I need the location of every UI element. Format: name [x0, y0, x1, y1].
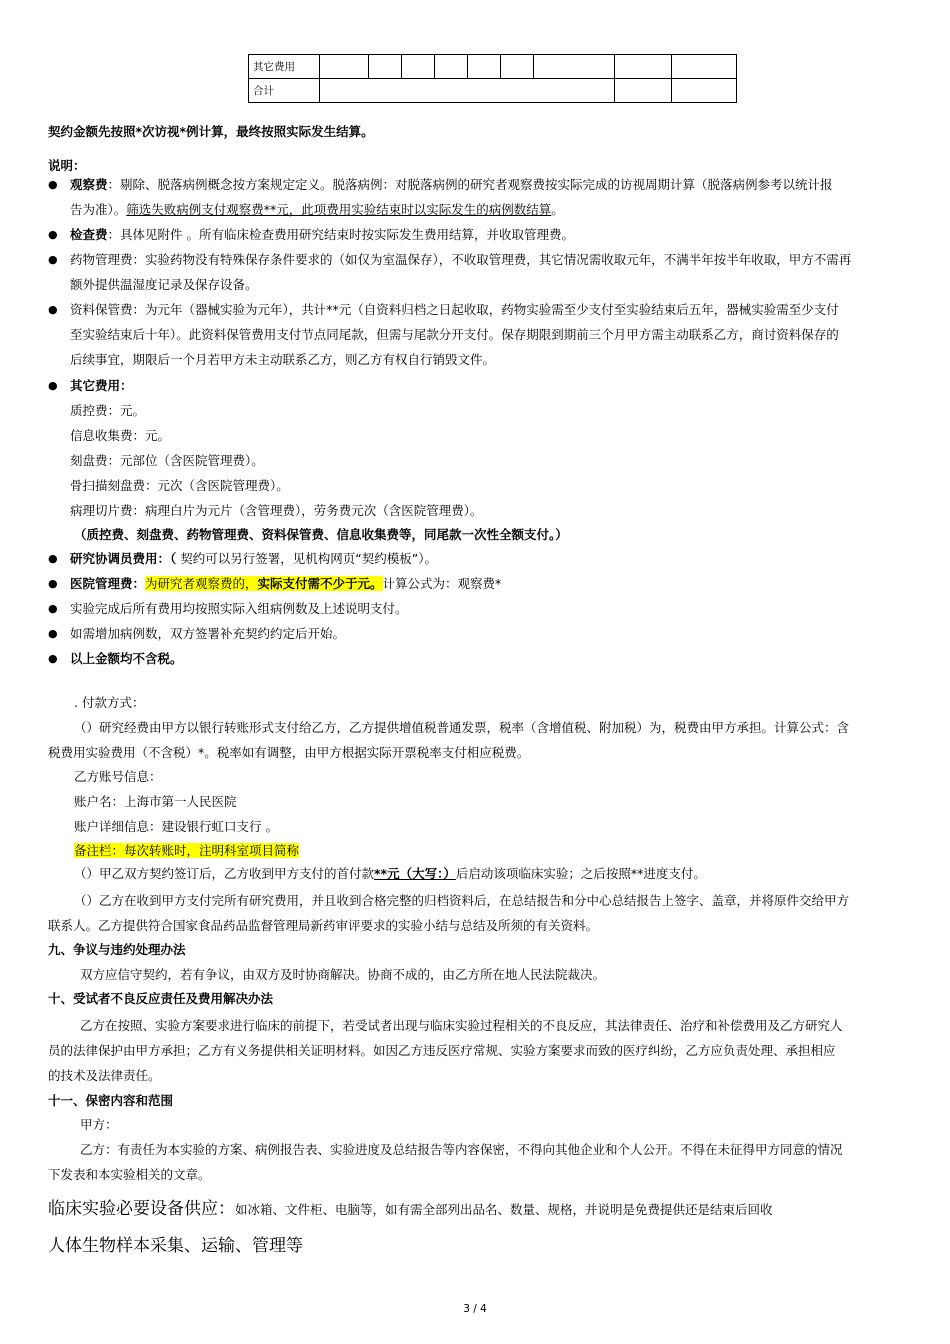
- section-10-text-1: 乙方在按照、实验方案要求进行临床的前提下，若受试者出现与临床实验过程相关的不良反应，其法律责任、治疗和补偿费用及乙方研究人: [80, 1018, 843, 1033]
- party-b-line-2: 下发表和本实验相关的文章。: [48, 1167, 211, 1182]
- payment-para-1-cont: 税费用实验费用（不含税）*。税率如有调整，由甲方根据实际开票税率支付相应税费。: [48, 745, 530, 760]
- account-heading: 乙方账号信息：: [74, 769, 162, 784]
- crc-fee-line: 研究协调员费用：（ 契约可以另行签署，见机构网页“契约模板”）。: [70, 551, 437, 566]
- bone-scan-fee: 骨扫描刻盘费：元次（含医院管理费）。: [70, 478, 289, 493]
- info-fee: 信息收集费：元。: [70, 428, 171, 443]
- drug-fee-line: 药物管理费：实验药物没有特殊保存条件要求的（如仅为室温保存），不收取管理费，其它情况需收取元年，不满半年按半年收取，甲方不需再: [70, 252, 852, 267]
- section-9-heading: 九、争议与违约处理办法: [48, 942, 186, 957]
- tax-excluded-line: 以上金额均不含税。: [70, 651, 183, 666]
- bullet-icon: ●: [48, 253, 58, 266]
- qc-fee: 质控费：元。: [70, 403, 146, 418]
- observation-fee-line-2: 告为准）。筛选失败病例支付观察费**元，此项费用实验结束时以实际发生的病例数结算。: [70, 202, 564, 217]
- biological-samples-heading: 人体生物样本采集、运输、管理等: [48, 1236, 303, 1256]
- increase-cases-line: 如需增加病例数，双方签署补充契约约定后开始。: [70, 626, 346, 641]
- fee-table: [248, 54, 737, 103]
- disc-fee: 刻盘费：元部位（含医院管理费）。: [70, 453, 264, 468]
- bullet-icon: ●: [48, 303, 58, 316]
- bullet-icon: ●: [48, 228, 58, 241]
- doc-fee-line: 资料保管费：为元年（器械实验为元年），共计**元（自资料归档之日起收取，药物实验需至少支付至实验结束后五年，器械实验需至少支付: [70, 302, 839, 317]
- account-detail: 账户详细信息：建设银行虹口支行 。: [74, 819, 278, 834]
- explanation-heading: 说明：: [48, 158, 86, 173]
- exam-fee-line: 检查费：具体见附件 。所有临床检查费用研究结束时按实际发生费用结算，并收取管理费。: [70, 227, 574, 242]
- doc-fee-line-3: 后续事宜，期限后一个月若甲方未主动联系乙方，则乙方有权自行销毁文件。: [70, 352, 496, 367]
- payment-para-3: （）乙方在收到甲方支付完所有研究费用，并且收到合格完整的归档资料后，在总结报告和分中心总结报告上签字、盖章，并将原件交给甲方: [74, 893, 850, 908]
- section-10-text-2: 员的法律保护由甲方承担；乙方有义务提供相关证明材料。如因乙方违反医疗常规、实验方案要求而致的医疗纠纷，乙方应负责处理、承担相应: [48, 1043, 836, 1058]
- drug-fee-line-2: 额外提供温湿度记录及保存设备。: [70, 277, 258, 292]
- section-10-heading: 十、受试者不良反应责任及费用解决办法: [48, 991, 274, 1006]
- pathology-fee: 病理切片费：病理白片为元片（含管理费），劳务费元次（含医院管理费）。: [70, 503, 483, 518]
- bullet-icon: ●: [48, 379, 58, 392]
- account-name: 账户名：上海市第一人民医院: [74, 794, 237, 809]
- bullet-icon: ●: [48, 577, 58, 590]
- bullet-icon: ●: [48, 178, 58, 191]
- doc-fee-line-2: 至实验结束后十年）。此资料保管费用支付节点同尾款，但需与尾款分开支付。保存期限到期前三个月甲方需主动联系乙方，商讨资料保存的: [70, 327, 839, 342]
- bullet-icon: ●: [48, 602, 58, 615]
- payment-para-2: （）甲乙双方契约签订后，乙方收到甲方支付的首付款**元（大写：）后启动该项临床实验；之后按照**进度支付。: [74, 866, 706, 881]
- other-fees-note: （质控费、刻盘费、药物管理费、资料保管费、信息收集费等，同尾款一次性全额支付。）: [74, 527, 568, 542]
- hospital-fee-line: 医院管理费：为研究者观察费的，实际支付需不少于元。计算公式为：观察费*: [70, 576, 502, 591]
- bullet-icon: ●: [48, 652, 58, 665]
- equipment-line: 临床实验必要设备供应：如冰箱、文件柜、电脑等，如有需全部列出品名、数量、规格，并说明是免费提供还是结束后回收: [48, 1199, 773, 1219]
- bullet-icon: ●: [48, 627, 58, 640]
- table-cell-label: 其它费用: [249, 55, 320, 79]
- observation-fee-line: 观察费：剔除、脱落病例概念按方案规定定义。脱落病例：对脱落病例的研究者观察费按实际完成的访视周期计算（脱落病例参考以统计报: [70, 177, 833, 192]
- other-fees-label: 其它费用：: [70, 378, 133, 393]
- party-a-line: 甲方：: [80, 1117, 118, 1132]
- complete-payment-line: 实验完成后所有费用均按照实际入组病例数及上述说明支付。: [70, 601, 408, 616]
- payment-para-1: （）研究经费由甲方以银行转账形式支付给乙方，乙方提供增值税普通发票，税率（含增值税、附加税）为，税费由甲方承担。计算公式：含: [74, 720, 850, 735]
- table-row: [249, 79, 737, 103]
- section-9-text: 双方应信守契约，若有争议，由双方及时协商解决。协商不成的，由乙方所在地人民法院裁决。: [80, 967, 606, 982]
- remark-line: 备注栏：每次转账时，注明科室项目简称: [74, 843, 300, 858]
- section-11-heading: 十一、保密内容和范围: [48, 1093, 174, 1108]
- table-cell-label: 合计: [249, 79, 320, 103]
- table-row: [249, 55, 737, 79]
- bullet-icon: ●: [48, 552, 58, 565]
- payment-para-3-cont: 联系人。乙方提供符合国家食品药品监督管理局新药审评要求的实验小结与总结及所须的有关资料。: [48, 918, 599, 933]
- party-b-line: 乙方：有责任为本实验的方案、病例报告表、实验进度及总结报告等内容保密，不得向其他企业和个人公开。不得在未征得甲方同意的情况: [80, 1142, 843, 1157]
- section-10-text-3: 的技术及法律责任。: [48, 1068, 161, 1083]
- payment-heading: . 付款方式：: [74, 695, 145, 710]
- page-number: 3 / 4: [463, 1303, 487, 1315]
- contract-amount-note: 契约金额先按照*次访视*例计算，最终按照实际发生结算。: [48, 124, 374, 139]
